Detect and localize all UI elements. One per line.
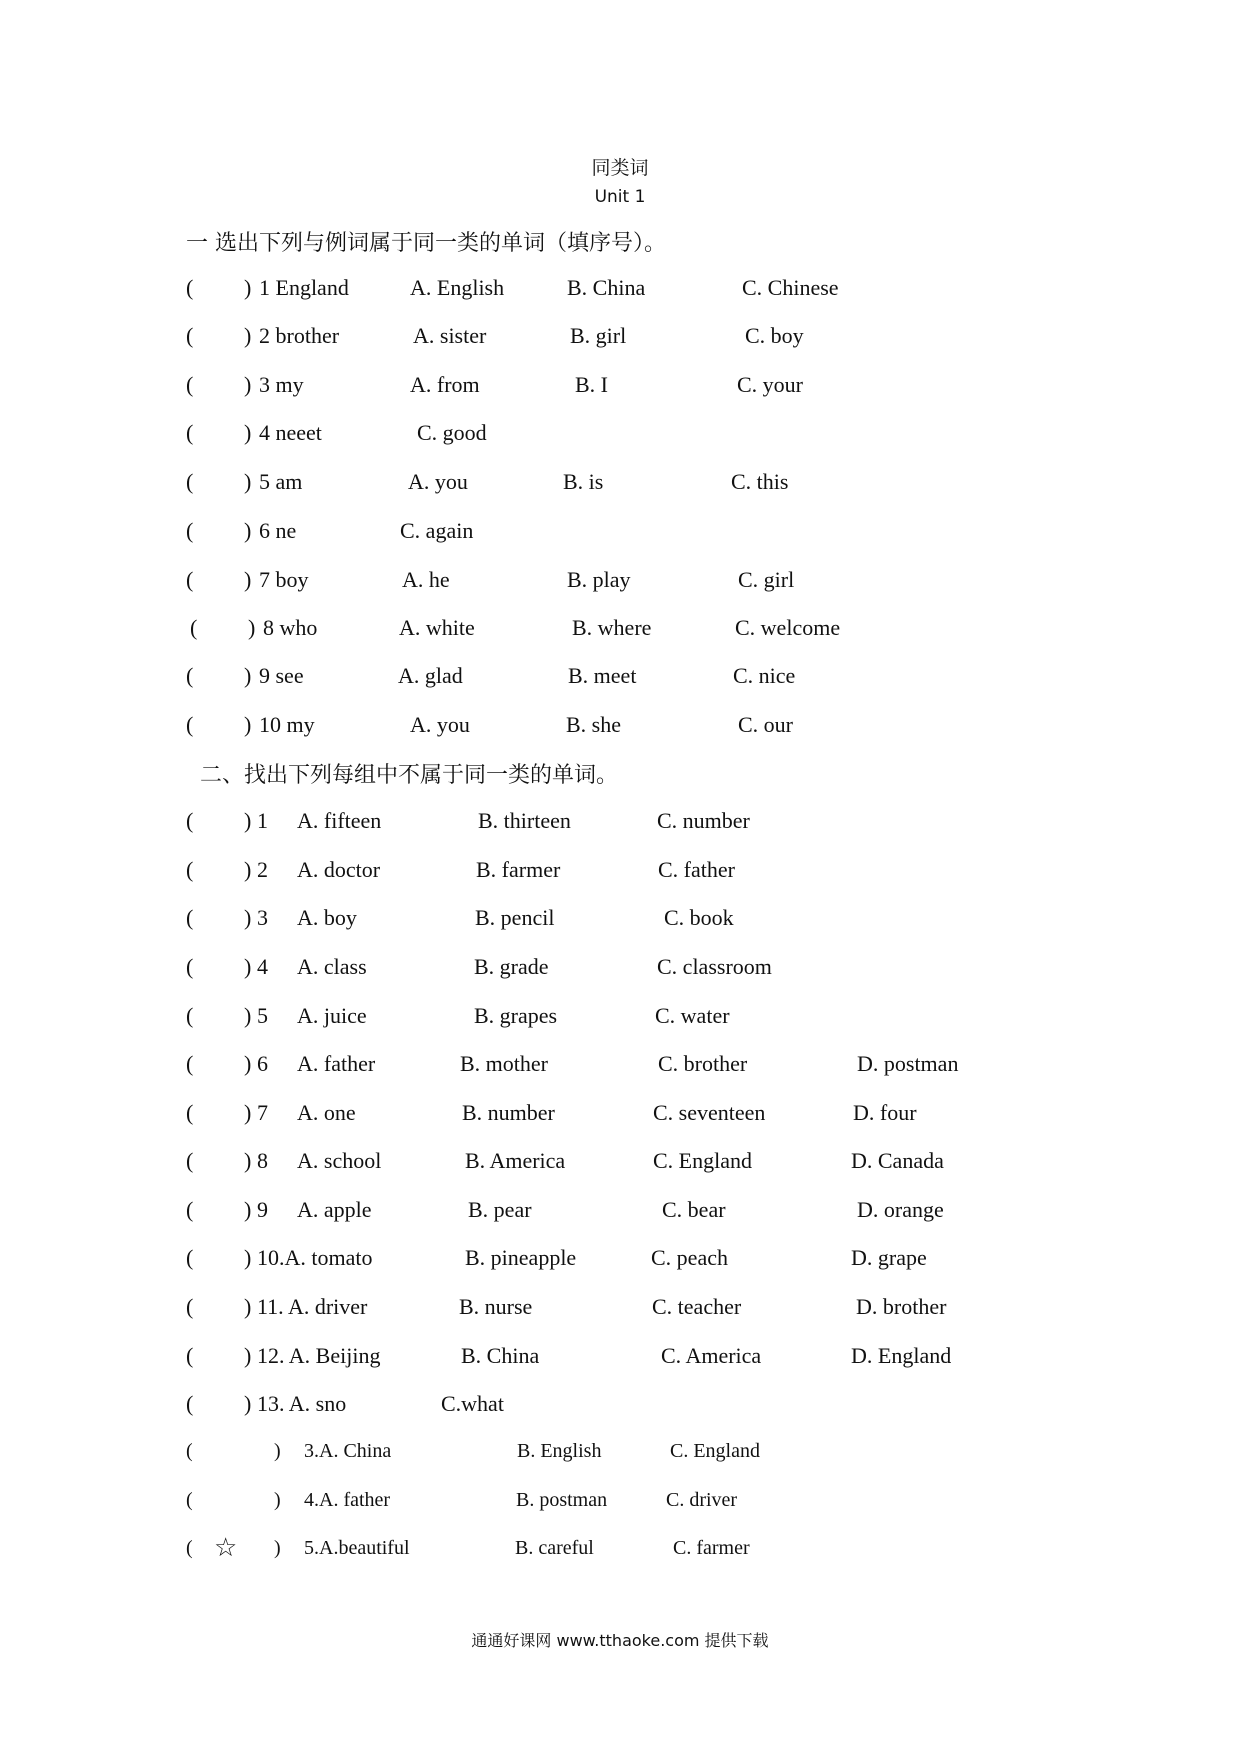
option-c: C. Chinese [742,275,839,300]
option-b: B. grade [474,954,549,979]
option-c: C. teacher [652,1294,742,1319]
option-c: C. England [670,1440,760,1462]
option-a: A. one [297,1100,356,1125]
question-row [0,1533,1240,1567]
option-c: C. number [657,808,750,833]
question-row [0,469,1240,499]
question-row [0,857,1240,887]
option-c: C. father [658,857,735,882]
option-c: C. bear [662,1197,726,1222]
close-paren: ) [244,420,252,445]
option-c: C. farmer [673,1537,750,1559]
question-stem: 10 my [259,712,315,737]
option-a: A. you [410,712,470,737]
close-paren: ) [244,567,252,592]
question-number: 6 [257,1051,268,1076]
question-row [0,1051,1240,1081]
question-number: 8 [257,1148,268,1173]
open-paren: ( [186,857,194,882]
option-c: C. boy [745,323,804,348]
question-stem: 1 England [259,275,349,300]
question-row [0,372,1240,402]
option-c: C. seventeen [653,1100,766,1125]
question-stem: 7 boy [259,567,309,592]
close-paren: ) [274,1537,281,1559]
open-paren: ( [186,905,194,930]
close-paren: ) [244,663,252,688]
question-row [0,1294,1240,1324]
option-b: B. number [462,1100,555,1125]
question-row [0,567,1240,597]
question-row [0,712,1240,742]
option-c: C. nice [733,663,796,688]
option-a: A. apple [297,1197,372,1222]
option-b: B. play [567,567,631,592]
option-c: C. our [738,712,793,737]
option-d: D. postman [857,1051,959,1076]
close-paren: ) [244,323,252,348]
open-paren: ( [186,323,194,348]
option-a: A. juice [297,1003,367,1028]
question-row [0,1489,1240,1519]
option-a: A. school [297,1148,382,1173]
question-row [0,808,1240,838]
close-paren: ) [244,1148,252,1173]
close-paren: ) [244,1391,252,1416]
option-a: A. father [297,1051,376,1076]
option-b: B. America [465,1148,566,1173]
close-paren: ) [244,469,252,494]
open-paren: ( [186,712,194,737]
question-row [0,615,1240,645]
close-paren: ) [244,905,252,930]
option-c: C. driver [666,1489,738,1511]
option-c: C. America [661,1343,762,1368]
option-b: B. China [567,275,646,300]
option-c: C. England [653,1148,752,1173]
option-b: B. English [517,1440,602,1462]
open-paren: ( [186,808,194,833]
question-number: 10.A. tomato [257,1245,373,1270]
open-paren: ( [186,1391,194,1416]
question-row [0,954,1240,984]
question-number: 4 [257,954,268,979]
option-a: A. you [408,469,468,494]
page-subtitle: Unit 1 [594,187,646,207]
option-c: C. girl [738,567,795,592]
option-b: B. nurse [459,1294,533,1319]
question-number: 3.A. China [304,1440,392,1462]
option-c: C. classroom [657,954,772,979]
open-paren: ( [186,1051,194,1076]
question-row [0,1343,1240,1373]
option-d: D. Canada [851,1148,944,1173]
question-stem: 4 neeet [259,420,322,445]
option-c: C. this [731,469,789,494]
open-paren: ( [190,615,198,640]
option-c: C. your [737,372,803,397]
option-b: B. careful [515,1537,594,1559]
option-b: B. where [572,615,652,640]
question-stem: 6 ne [259,518,297,543]
question-stem: 9 see [259,663,304,688]
question-number: 13. A. sno [257,1391,347,1416]
close-paren: ) [244,1051,252,1076]
question-number: 5.A.beautiful [304,1537,410,1559]
open-paren: ( [186,1197,194,1222]
question-row [0,1391,1240,1421]
close-paren: ) [244,808,252,833]
star-icon: ☆ [214,1533,238,1563]
option-a: A. boy [297,905,357,930]
question-number: 7 [257,1100,268,1125]
question-number: 11. A. driver [257,1294,368,1319]
option-b: B. I [575,372,608,397]
question-number: 9 [257,1197,268,1222]
option-d: D. four [853,1100,917,1125]
question-stem: 2 brother [259,323,340,348]
close-paren: ) [244,1343,252,1368]
option-b: B. mother [460,1051,548,1076]
question-number: 4.A. father [304,1489,391,1511]
close-paren: ) [244,275,252,300]
question-row [0,420,1240,450]
option-b: B. is [563,469,604,494]
open-paren: ( [186,518,194,543]
open-paren: ( [186,275,194,300]
option-c: C. brother [658,1051,748,1076]
option-c: C. water [655,1003,730,1028]
question-number: 12. A. Beijing [257,1343,381,1368]
close-paren: ) [248,615,256,640]
question-row [0,275,1240,305]
option-b: B. pineapple [465,1245,577,1270]
open-paren: ( [186,1294,194,1319]
question-stem: 5 am [259,469,303,494]
question-stem: 3 my [259,372,304,397]
option-a: A. sister [413,323,487,348]
close-paren: ) [244,1245,252,1270]
close-paren: ) [244,1003,252,1028]
option-d: D. brother [856,1294,947,1319]
question-row [0,1245,1240,1275]
option-b: B. meet [568,663,637,688]
question-row [0,1003,1240,1033]
open-paren: ( [186,1343,194,1368]
option-a: A. class [297,954,367,979]
open-paren: ( [186,1245,194,1270]
open-paren: ( [186,420,194,445]
close-paren: ) [244,518,252,543]
option-b: B. she [566,712,621,737]
option-a: A. English [410,275,505,300]
question-row [0,1100,1240,1130]
open-paren: ( [186,1100,194,1125]
question-row [0,323,1240,353]
open-paren: ( [186,567,194,592]
option-b: B. postman [516,1489,608,1511]
close-paren: ) [244,954,252,979]
section-2-heading: 二、找出下列每组中不属于同一类的单词。 [200,763,619,788]
option-d: D. grape [851,1245,927,1270]
option-b: B. pencil [475,905,555,930]
footer-credit: 通通好课网 www.tthaoke.com 提供下载 [471,1631,769,1650]
question-row [0,905,1240,935]
open-paren: ( [186,1440,193,1462]
open-paren: ( [186,1537,193,1559]
question-row [0,518,1240,548]
option-b: B. thirteen [478,808,571,833]
question-number: 1 [257,808,268,833]
close-paren: ) [274,1440,281,1462]
section-1-heading: 一 选出下列与例词属于同一类的单词（填序号）。 [186,231,666,256]
option-c: C. again [400,518,474,543]
open-paren: ( [186,954,194,979]
open-paren: ( [186,1003,194,1028]
question-row [0,1148,1240,1178]
question-number: 3 [257,905,268,930]
close-paren: ) [244,1100,252,1125]
option-b: B. grapes [474,1003,558,1028]
open-paren: ( [186,663,194,688]
question-row [0,1440,1240,1470]
option-c: C. book [664,905,734,930]
close-paren: ) [244,1197,252,1222]
option-b: B. pear [468,1197,532,1222]
close-paren: ) [244,712,252,737]
open-paren: ( [186,372,194,397]
close-paren: ) [244,372,252,397]
open-paren: ( [186,1489,193,1511]
option-a: A. white [399,615,475,640]
question-number: 2 [257,857,268,882]
option-a: A. from [410,372,480,397]
close-paren: ) [274,1489,281,1511]
option-c: C. good [417,420,487,445]
close-paren: ) [244,857,252,882]
page-title: 同类词 [591,157,649,179]
option-b: B. China [461,1343,540,1368]
option-c: C.what [441,1391,504,1416]
option-a: A. doctor [297,857,381,882]
option-a: A. glad [398,663,463,688]
open-paren: ( [186,1148,194,1173]
question-number: 5 [257,1003,268,1028]
open-paren: ( [186,469,194,494]
option-c: C. peach [651,1245,728,1270]
option-a: A. fifteen [297,808,382,833]
option-d: D. orange [857,1197,944,1222]
option-a: A. he [402,567,450,592]
option-d: D. England [851,1343,952,1368]
question-row [0,1197,1240,1227]
option-b: B. girl [570,323,627,348]
option-b: B. farmer [476,857,561,882]
question-row [0,663,1240,693]
question-stem: 8 who [263,615,318,640]
close-paren: ) [244,1294,252,1319]
option-c: C. welcome [735,615,841,640]
